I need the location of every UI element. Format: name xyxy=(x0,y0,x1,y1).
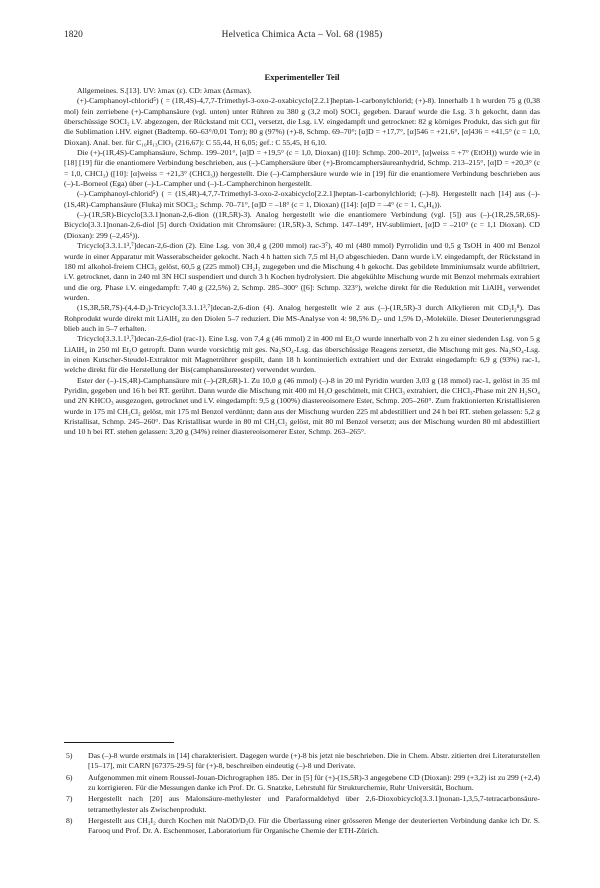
footnote xyxy=(64,816,540,837)
page xyxy=(64,30,540,438)
paragraph-tricyclodecanedione: Tricyclo[3.3.1.1³,⁷]decan-2,6-dion (2). Eine Lsg. von 30,4 g (200 mmol) rac-3⁷), 40 ml (480 mmol) Pyrrolidin und 0,5 g TsOH in 400 ml Benzol wurde in einer Apparatur mit Wasserabscheider gekocht. Nach 4 h hatten sich 7,5 ml H₂O abgeschieden. Dann wurde i.V. eingedampft, der Rückstand in 180 ml alkohol-freiem CHCl₃ gelöst, 60,5 g (225 mmol) CH₂I₂ zugegeben und die Mischung 4 h gekocht. Das gebildete Imminiumsalz wurde abfiltriert, i.V. getrocknet, dann in 240 ml 3N HCl suspendiert und durch 3 h Kochen hydrolysiert. Die abgekühlte Mischung wurde mit Benzol mehrmals extrahiert und die org. Phase i.V. eingedampft: 7,40 g (22,5%) 2, Schmp. 285–300° ([6]: Schmp. 323°), welche direkt für die Reduktion mit LiAlH₄ verwendet wurden. xyxy=(64,241,540,302)
footnote xyxy=(64,773,540,794)
footnote-text: Das (–)-8 wurde erstmals in [14] charakterisiert. Dagegen wurde (+)-8 bis jetzt nie beschrieben. Die in Chem. Abstr. zitierten drei Literaturstellen [15–17], mit CARN [67375-29-5] für (+)-8, beschreiben eindeutig (–)-8 und Derivate. xyxy=(88,751,540,771)
paragraph-camphanic-ester: Ester der (–)-1S,4R)-Camphansäure mit (–)-(2R,6R)-1. Zu 10,0 g (46 mmol) (–)-8 in 20 ml Pyridin wurden 3,03 g (18 mmol) rac-1, gelöst in 35 ml Pyridin, gegeben und 16 h bei RT. gerührt. Dann wurde die Mischung mit 400 ml H₂O geschüttelt, mit CHCl₃ extrahiert, die CHCl₃-Phase mit 2N H₂SO₄ und 2N KHCO₃ ausgezogen, getrocknet und i.V. eingedampft: 9,5 g (100%) diastereoisomere Ester, Schmp. 205–260°. Zum fraktionierten Kristallisieren wurde in 175 ml CH₂Cl₂ gelöst, mit 175 ml Benzol verdünnt; dann aus der Mischung wurden 225 ml abdestilliert und 24 h bei RT. stehen gelassen: 5,2 g Kristallisat, Schmp. 245–260°. Das Kristallisat wurde in 80 ml CH₂Cl₂ gelöst, mit 80 ml Benzol versetzt; aus der Mischung wurden 80 ml abdestilliert und 10 h bei RT. stehen gelassen: 3,20 g (34%) reiner diastereoisomerer Ester, Schmp. 263–265°. xyxy=(64,375,540,437)
footnote-mark: 7) xyxy=(66,794,73,804)
footnote-mark: 8) xyxy=(66,816,73,826)
paragraph-camphanoyl-chloride-plus: (+)-Camphanoyl-chlorid⁵) ( = (1R,4S)-4,7,7-Trimethyl-3-oxo-2-oxabicyclo[2.2.1]heptan-1-carbonylchlorid; (+)-8). Innerhalb 1 h wurden 75 g (0,38 mol) fein zerriebene (+)-Camphansäure (vgl. unten) unter Rühren zu 380 g (3,2 mol) SOCl₂ gegeben. Darauf wurde die Lsg. 3 h gekocht, dann das überschüssige SOCl₂ i.V. abgezogen, der Rückstand mit CCl₄ versetzt, die Lsg. i.V. eingedampft und getrocknet: 82 g körniges Produkt, das sich gut für die Sublimation i.HV. eignet (Badtemp. 60–63°/0,01 Torr); 80 g (97%) (+)-8, Schmp. 69–70°; [α]D = +17,7°, [α]546 = +21,6°, [α]436 = +41,5° (c = 1,0, Dioxan). Anal. ber. für C₁₀H₁₃ClO₃ (216,67): C 55,44, H 6,05; gef.: C 55,45, H 6,10. xyxy=(64,96,540,147)
footnote-mark: 5) xyxy=(66,751,73,760)
running-header xyxy=(64,30,540,44)
paragraph-camphanoyl-chloride-minus: (–)-Camphanoyl-chlorid⁵) ( = (1S,4R)-4,7,7-Trimethyl-3-oxo-2-oxabicyclo[2.2.1]heptan-1-carbonylchlorid; (–)-8). Hergestellt nach [14] aus (–)-(1S,4R)-Camphansäure (Fluka) mit SOCl₂; Schmp. 70–71°, [α]D = –18° (c = 1, Dioxan) ([14]: [α]D = –4° (c = 1, C₆H₆)). xyxy=(64,189,540,209)
paragraph-tricyclodecanediol: Tricyclo[3.3.1.1³,⁷]decan-2,6-diol (rac-1). Eine Lsg. von 7,4 g (46 mmol) 2 in 400 ml Et₂O wurde innerhalb von 2 h zu einer siedenden Lsg. von 5 g LiAlH₄ in 250 ml Et₂O getropft. Dann wurde vorsichtig mit ges. Na₂SO₄-Lsg. das überschüssige Reagens zersetzt, die Mischung mit ges. Na₂SO₄-Lsg. in einen Kutscher-Steudel-Extraktor mit Magnetrührer gespült, dann 18 h kontinuierlich extrahiert und der Extrakt eingedampft: 6,9 g (93%) rac-1, welche direkt für die Herstellung der Bis(camphansäureester) verwendet wurden. xyxy=(64,334,540,375)
section-title: Experimenteller Teil xyxy=(264,72,340,82)
footnote-rule xyxy=(64,742,174,743)
page-number: 1820 xyxy=(64,30,83,40)
footnotes xyxy=(64,742,540,838)
footnote xyxy=(64,751,540,772)
footnote-mark: 6) xyxy=(66,772,73,782)
experimental-body xyxy=(64,86,540,438)
footnote-text: Hergestellt aus CH₂I₂ durch Kochen mit NaOD/D₂O. Für die Überlassung einer grösseren Menge der deuterierten Verbindung danke ich Dr. S. Farooq und Prof. Dr. A. Eschenmoser, Laboratorium für Organische Chemie der ETH-Zürich. xyxy=(88,816,540,836)
footnote-text: Hergestellt nach [20] aus Malonsäure-methylester und Paraformaldehyd über 2,6-Dioxobicyclo[3.3.1]nonan-1,3,5,7-tetracarbonsäure-tetramethylester als Zwischenprodukt. xyxy=(88,794,540,814)
paragraph-deuterated-dione: (1S,3R,5R,7S)-(4,4-D₂)-Tricyclo[3.3.1.1³,⁷]decan-2,6-dion (4). Analog hergestellt wie 2 aus (–)-(1R,5R)-3 durch Alkylieren mit CD₂I₂⁸). Das Rohprodukt wurde direkt mit LiAlH₄ zu den Diolen 5–7 reduziert. Die MS-Analyse von 4: 98,5% D₂- und 1,5% D₁-Moleküle. Dieser Deuterierungsgrad blieb auch in 5–7 erhalten. xyxy=(64,303,540,333)
paragraph-general: Allgemeines. S.[13]. UV: λmax (ε). CD: λmax (Δεmax). xyxy=(77,86,252,95)
paragraph-bicyclononanedione: (–)-(1R,5R)-Bicyclo[3.3.1]nonan-2,6-dion ((1R,5R)-3). Analog hergestellt wie die enantiomere Verbindung (vgl. [5]) aus (–)-(1R,2S,5R,6S)-Bicyclo[3.3.1]nonan-2,6-diol [5] durch Oxidation mit Chromsäure: (1R,5R)-3, Schmp. 147–149°, HV-sublimiert, [α]D = –210° (c = 1,1 Dioxan). CD (Dioxan): 299 (–2,45⁶)). xyxy=(64,210,540,240)
paragraph-camphanic-acid: Die (+)-(1R,4S)-Camphansäure, Schmp. 199–201°, [α]D = +19,5° (c = 1,0, Dioxan) ([10]: Schmp. 200–201°, [α]weiss = +7° (EtOH)) wurde wie in [18] [19] für die enantiomere Verbindung beschrieben, aus (–)-Camphersäure über (+)-Bromcamphersäureanhydrid, Schmp. 213–215°, [α]D = +20,3° (c = 1,0, CHCl₃) ([10]: [α]weiss = +21,3° (CHCl₃)) hergestellt. Die (–)-Camphersäure wurde wie in [19] für die enantiomere Verbindung beschrieben aus (–)-L-Borneol (Ega) über (–)-L-Campher und (–)-L-Campherchinon hergestellt. xyxy=(64,148,540,189)
journal-header: Helvetica Chimica Acta – Vol. 68 (1985) xyxy=(221,30,383,40)
footnote-text: Aufgenommen mit einem Roussel-Jouan-Dichrographen 185. Der in [5] für (+)-(1S,5R)-3 angegebene CD (Dioxan): 299 (+3,2) ist zu 299 (+2,4) zu korrigieren. Für die Messungen danke ich Prof. Dr. G. Snatzke, Lehrstuhl für Strukturchemie, Ruhr Universität, Bochum. xyxy=(88,772,540,793)
footnote xyxy=(64,794,540,815)
